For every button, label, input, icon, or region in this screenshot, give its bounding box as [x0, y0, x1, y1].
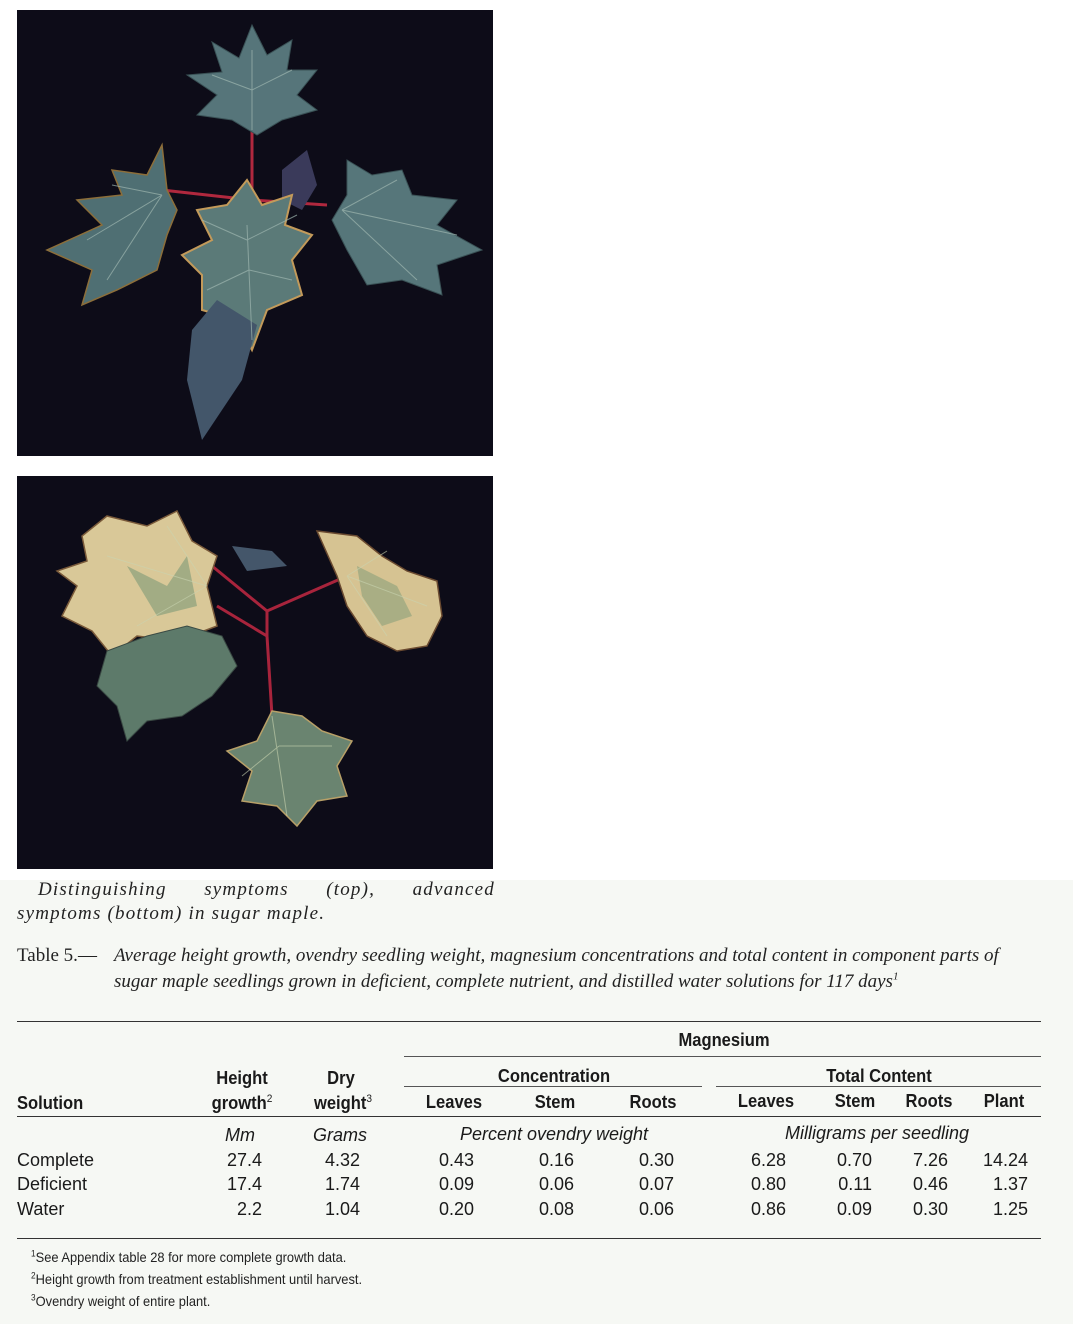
unit-dry: Grams	[313, 1125, 367, 1145]
maple-seedling-advanced-illustration	[17, 476, 493, 869]
cell-tot-roots: 0.30	[912, 1199, 948, 1219]
header-dry-line2: weight$^3$	[313, 1093, 373, 1113]
magnesium-rule	[404, 1056, 1041, 1057]
cell-tot-leaves: 6.28	[750, 1150, 786, 1170]
cell-conc-stem: 0.08	[538, 1199, 574, 1219]
cell-conc-leaves: 0.20	[438, 1199, 474, 1219]
footnotes	[31, 1246, 362, 1312]
cell-tot-plant: 14.24	[982, 1150, 1028, 1170]
header-solution: Solution	[17, 1093, 84, 1113]
header-tot-leaves: Leaves	[737, 1091, 795, 1111]
header-conc-roots: Roots	[629, 1092, 677, 1112]
header-height-line1: Height	[216, 1068, 268, 1088]
header-tot-roots: Roots	[905, 1091, 953, 1111]
cell-conc-leaves: 0.09	[438, 1174, 474, 1194]
unit-concentration: Percent ovendry weight	[459, 1124, 649, 1144]
maple-seedling-distinguishing-illustration	[17, 10, 493, 456]
cell-tot-leaves: 0.80	[750, 1174, 786, 1194]
cell-solution: Complete	[17, 1150, 95, 1170]
table-caption-text: Average height growth, ovendry seedling weight, magnesium concentrations and total content in component parts of sugar maple seedlings grown in deficient, complete nutrient, and distilled water solutions for 117 days$^1$	[114, 945, 999, 992]
cell-conc-roots: 0.07	[638, 1174, 674, 1194]
cell-tot-roots: 0.46	[912, 1174, 948, 1194]
cell-conc-leaves: 0.43	[438, 1150, 474, 1170]
header-tot-stem: Stem	[834, 1091, 876, 1111]
cell-dry: 1.74	[324, 1174, 360, 1194]
table-top-rule	[17, 1021, 1041, 1022]
cell-tot-roots: 7.26	[912, 1150, 948, 1170]
cell-conc-stem: 0.16	[538, 1150, 574, 1170]
header-conc-leaves: Leaves	[425, 1092, 483, 1112]
cell-tot-plant: 1.37	[992, 1174, 1028, 1194]
header-height-line2: growth$^2$	[211, 1093, 273, 1113]
table-caption-label: Table 5.—	[17, 945, 97, 966]
cell-solution: Water	[17, 1199, 65, 1219]
cell-tot-leaves: 0.86	[750, 1199, 786, 1219]
bottom-photo	[17, 476, 493, 869]
table-caption-note-mark: 1	[892, 970, 899, 983]
header-conc-stem: Stem	[534, 1092, 576, 1112]
table-bottom-rule	[17, 1238, 1041, 1239]
cell-height: 27.4	[226, 1150, 262, 1170]
cell-tot-stem: 0.09	[836, 1199, 872, 1219]
header-magnesium: Magnesium	[678, 1030, 770, 1050]
cell-conc-roots: 0.06	[638, 1199, 674, 1219]
cell-tot-plant: 1.25	[992, 1199, 1028, 1219]
cell-dry: 1.04	[324, 1199, 360, 1219]
footnote-1: $^1$See Appendix table 28 for more complete growth data.	[31, 1248, 347, 1265]
figure-caption-line-2: symptoms (bottom) in sugar maple.	[17, 903, 326, 924]
cell-solution: Deficient	[17, 1174, 88, 1194]
cell-tot-stem: 0.70	[836, 1150, 872, 1170]
cell-height: 17.4	[226, 1174, 262, 1194]
cell-conc-roots: 0.30	[638, 1150, 674, 1170]
cell-conc-stem: 0.06	[538, 1174, 574, 1194]
header-tot-plant: Plant	[983, 1091, 1025, 1111]
unit-total: Milligrams per seedling	[784, 1123, 970, 1143]
figure-caption	[17, 878, 495, 926]
cell-tot-stem: 0.11	[838, 1174, 872, 1194]
footnote-2: $^2$Height growth from treatment establishment until harvest.	[31, 1270, 363, 1287]
footnote-3: $^3$Ovendry weight of entire plant.	[31, 1292, 211, 1309]
top-photo	[17, 10, 493, 456]
header-concentration: Concentration	[497, 1066, 611, 1086]
header-total-content: Total Content	[826, 1066, 932, 1086]
unit-height: Mm	[225, 1125, 255, 1145]
cell-dry: 4.32	[324, 1150, 360, 1170]
header-dry-line1: Dry	[327, 1068, 355, 1088]
figure-caption-line-1: Distinguishing symptoms (top), advanced	[38, 879, 495, 900]
header-bottom-rule	[17, 1116, 1041, 1117]
cell-height: 2.2	[236, 1199, 262, 1219]
